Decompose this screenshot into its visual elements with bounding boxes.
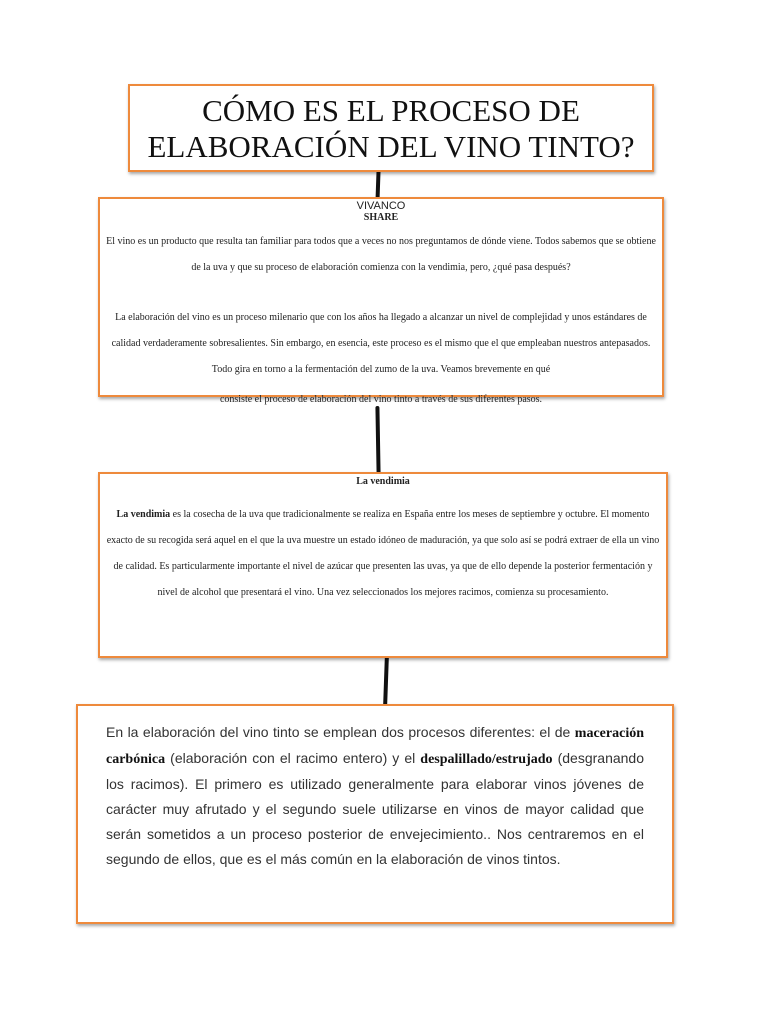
intro-paragraph-2: La elaboración del vino es un proceso milenario que con los años ha llegado a alcanzar un nivel de complejidad y unos estándares de calidad verdaderamente sobresalientes. Sin embargo, en esencia, este proceso es el mismo que el que empleaban nuestros antepasados. Todo gira en torno a la fermentación del zumo de la uva. Veamos brevemente en qué xyxy=(111,312,651,375)
share-link[interactable]: SHARE xyxy=(363,212,399,223)
vendimia-paragraph xyxy=(100,502,666,606)
connector-line xyxy=(375,406,380,474)
maceracion-term: maceración carbónica xyxy=(106,726,644,767)
despalillado-term: despalillado/estrujado xyxy=(420,752,553,767)
vendimia-lead: La vendimia xyxy=(116,509,171,520)
procesos-text-1: En la elaboración del vino tinto se emplean dos procesos diferentes: el de xyxy=(106,724,575,740)
vendimia-text: es la cosecha de la uva que tradicionalmente se realiza en España entre los meses de septiembre y octubre. El momento exacto de su recogida será aquel en el que la uva muestre un estado idóneo de maduración, ya que solo así se podrá extraer de ella un vino de calidad. Es particularmente importante el nivel de azúcar que presenten las uvas, ya que de ello depende la posterior fermentación y nivel de alcohol que presentará el vino. Una vez seleccionados los mejores racimos, comienza su procesamiento. xyxy=(106,509,660,598)
vendimia-heading: La vendimia xyxy=(356,476,410,487)
intro-paragraph-overflow: consiste el proceso de elaboración del vino tinto a través de sus diferentes pasos. xyxy=(219,394,543,405)
page-title: CÓMO ES EL PROCESO DE ELABORACIÓN DEL VINO TINTO? xyxy=(147,93,635,164)
intro-paragraph-1: El vino es un producto que resulta tan familiar para todos que a veces no nos preguntamos de dónde viene. Todos sabemos que se obtiene de la uva y que su proceso de elaboración comienza con la vendimia, pero, ¿qué pasa después? xyxy=(106,236,656,273)
connector-line xyxy=(383,656,389,706)
procesos-box xyxy=(76,704,674,924)
title-box xyxy=(128,84,654,172)
procesos-text-2: (elaboración con el racimo entero) y el xyxy=(165,750,421,766)
intro-box xyxy=(98,197,664,397)
procesos-paragraph xyxy=(106,720,644,872)
source-label: VIVANCO xyxy=(356,200,406,212)
vendimia-box xyxy=(98,472,668,658)
procesos-text-3: (desgranando los racimos). El primero es utilizado generalmente para elaborar vinos jóvenes de carácter muy afrutado y el segundo suele utilizarse en vinos de mayor calidad que serán sometidos a un proceso posterior de envejecimiento.. Nos centraremos en el segundo de ellos, que es el más común en la elaboración de vinos tintos. xyxy=(106,750,644,867)
